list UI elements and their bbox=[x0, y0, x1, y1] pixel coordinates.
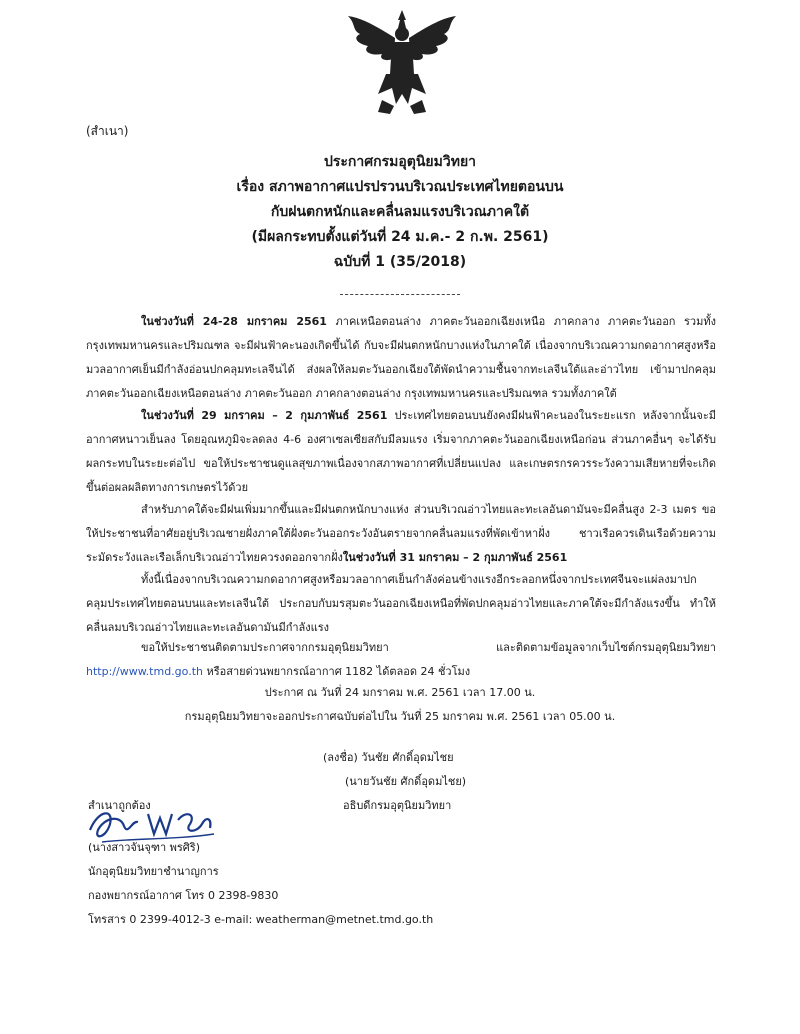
paragraph-2-body: ประเทศไทยตอนบนยังคงมีฝนฟ้าคะนองในระยะแรก หลังจากนั้นจะมีอากาศหนาวเย็นลง โดยอุณหภูมิจะลดลง 4-6 องศาเซลเซียสกับมีลมแรง เริ่มจากภาคตะวันออกเฉียงเหนือก่อน ส่วนภาคอื่นๆ จะได้รับผลกระทบในระยะต่อไป ขอให้ประชาชนดูแลสุขภาพเนื่องจากสภาพอากาศที่เปลี่ยนแปลง และเกษตรกรควรระวังความเสียหายที่จะเกิดขึ้นต่อผลผลิตทางการเกษตรไว้ด้วย bbox=[86, 409, 716, 494]
paragraph-1-body: ภาคเหนือตอนล่าง ภาคตะวันออกเฉียงเหนือ ภาคกลาง ภาคตะวันออก รวมทั้งกรุงเทพมหานครและปริมณฑล จะมีฝนฟ้าคะนองเกิดขึ้นได้ กับจะมีฝนตกหนักบางแห่งในภาคใต้ เนื่องจากบริเวณความกดอากาศสูงหรือมวลอากาศเย็นมีกำลังอ่อนปกคลุมทะเลจีนได้ ส่งผลให้ลมตะวันออกเฉียงใต้พัดนำความชื้นจากทะเลจีนใต้และอ่าวไทย เข้ามาปกคลุมภาคตะวันออกเฉียงเหนือตอนล่าง ภาคตะวันออก ภาคกลางตอนล่าง กรุงเทพมหานครและปริมณฑล รวมทั้งภาคใต้ bbox=[86, 315, 716, 400]
copy-mark: (สำเนา) bbox=[86, 124, 129, 138]
paragraph-5 bbox=[86, 636, 716, 684]
title-line-3: กับฝนตกหนักและคลื่นลมแรงบริเวณภาคใต้ bbox=[270, 204, 530, 220]
announce-date: ประกาศ ณ วันที่ 24 มกราคม พ.ศ. 2561 เวลา 17.00 น. bbox=[264, 686, 536, 699]
certifier-name: (นางสาวจันจุฑา พรศิริ) bbox=[88, 841, 200, 854]
paragraph-3-body: สำหรับภาคใต้จะมีฝนเพิ่มมากขึ้นและมีฝนตกหนักบางแห่ง ส่วนบริเวณอ่าวไทยและทะเลอันดามันจะมีคลื่นสูง 2-3 เมตร ขอให้ประชาชนที่อาศัยอยู่บริเวณชายฝั่งภาคใต้ฝั่งตะวันออกระวังอันตรายจากคลื่นลมแรงที่พัดเข้าหาฝั่ง ชาวเรือควรเดินเรือด้วยความระมัดระวังและเรือเล็กบริเวณอ่าวไทยควรงดออกจากฝั่ง bbox=[86, 503, 716, 564]
paragraph-5-body: ขอให้ประชาชนติดตามประกาศจากกรมอุตุนิยมวิทยา และติดตามข้อมูลจากเว็บไซต์กรมอุตุนิยมวิทยา bbox=[141, 641, 716, 654]
document-title bbox=[0, 150, 800, 275]
paragraph-3-tail: ในช่วงวันที่ 31 มกราคม – 2 กุมภาพันธ์ 2561 bbox=[342, 551, 568, 564]
next-announcement: กรมอุตุนิยมวิทยาจะออกประกาศฉบับต่อไปใน วันที่ 25 มกราคม พ.ศ. 2561 เวลา 05.00 น. bbox=[184, 710, 616, 723]
paragraph-2-lead: ในช่วงวันที่ 29 มกราคม – 2 กุมภาพันธ์ 2561 bbox=[141, 409, 388, 422]
certifier-division: กองพยากรณ์อากาศ โทร 0 2398-9830 bbox=[88, 889, 279, 902]
title-line-5: ฉบับที่ 1 (35/2018) bbox=[333, 254, 467, 270]
signatory-name: (นายวันชัย ศักดิ์อุดมไชย) bbox=[345, 775, 467, 788]
certifier-title: นักอุตุนิยมวิทยาชำนาญการ bbox=[88, 865, 219, 878]
certified-label: สำเนาถูกต้อง bbox=[88, 799, 151, 812]
paragraph-2 bbox=[86, 404, 716, 500]
title-line-1: ประกาศกรมอุตุนิยมวิทยา bbox=[323, 154, 477, 170]
signatory-signed: (ลงชื่อ) วันชัย ศักดิ์อุดมไชย bbox=[323, 751, 454, 764]
paragraph-4-body: ทั้งนี้เนื่องจากบริเวณความกดอากาศสูงหรือมวลอากาศเย็นกำลังค่อนข้างแรงอีกระลอกหนึ่งจากประเทศจีนจะแผ่ลงมาปกคลุมประเทศไทยตอนบนและทะเลจีนใต้ ประกอบกับมรสุมตะวันออกเฉียงเหนือที่พัดปกคลุมอ่าวไทยและภาคใต้จะมีกำลังแรงขึ้น ทำให้คลื่นลมบริเวณอ่าวไทยและทะเลอันดามันมีกำลังแรง bbox=[86, 573, 716, 634]
paragraph-1-lead: ในช่วงวันที่ 24-28 มกราคม 2561 bbox=[141, 315, 327, 328]
garuda-emblem-icon bbox=[342, 8, 462, 118]
paragraph-5-tail: หรือสายด่วนพยากรณ์อากาศ 1182 ได้ตลอด 24 ชั่วโมง bbox=[202, 665, 471, 678]
signatory-position: อธิบดีกรมอุตุนิยมวิทยา bbox=[343, 799, 452, 812]
tmd-website-link[interactable]: http://www.tmd.go.th bbox=[86, 665, 203, 678]
paragraph-4 bbox=[86, 568, 716, 640]
contact-info: โทรสาร 0 2399-4012-3 e-mail: weatherman@metnet.tmd.go.th bbox=[88, 913, 434, 926]
title-line-2: เรื่อง สภาพอากาศแปรปรวนบริเวณประเทศไทยตอนบน bbox=[236, 179, 564, 195]
paragraph-1 bbox=[86, 310, 716, 406]
title-line-4: (มีผลกระทบตั้งแต่วันที่ 24 ม.ค.- 2 ก.พ. 2561) bbox=[251, 229, 549, 245]
divider bbox=[340, 294, 460, 295]
paragraph-3 bbox=[86, 498, 716, 570]
